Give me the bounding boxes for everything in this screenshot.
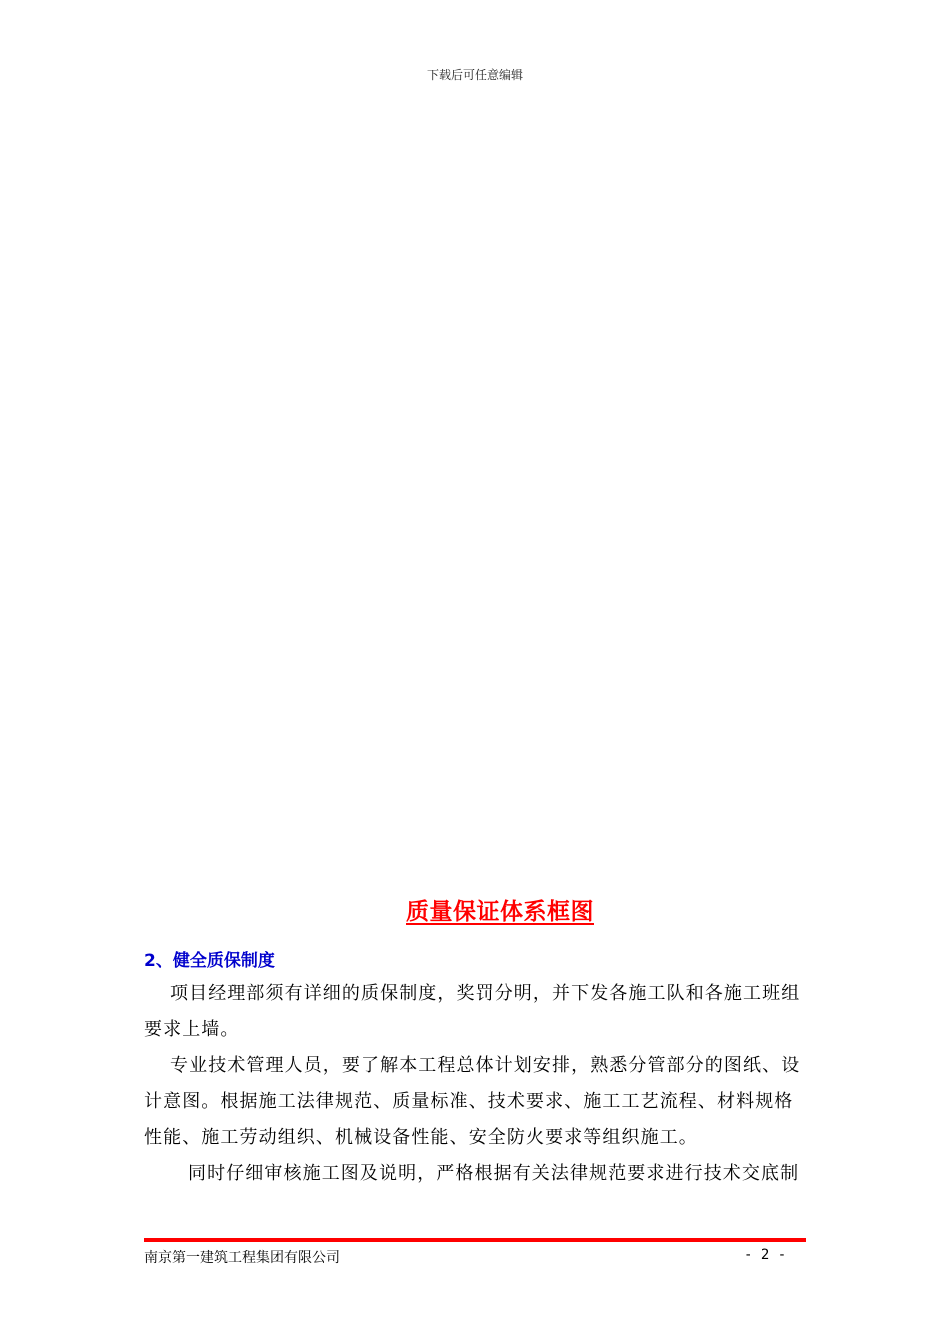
chart-title: 质量保证体系框图 <box>406 899 594 925</box>
page-number: - 2 - <box>744 1247 787 1263</box>
paragraph-line: 计意图。根据施工法律规范、质量标准、技术要求、施工工艺流程、材料规格 <box>144 1091 794 1112</box>
paragraph-line: 项目经理部须有详细的质保制度，奖罚分明，并下发各施工队和各施工班组 <box>170 983 801 1004</box>
footer-company-name: 南京第一建筑工程集团有限公司 <box>144 1250 340 1266</box>
footer-divider <box>144 1238 806 1242</box>
paragraph-line: 性能、施工劳动组织、机械设备性能、安全防火要求等组织施工。 <box>144 1127 698 1148</box>
paragraph-line: 要求上墙。 <box>144 1019 240 1040</box>
page-header-note: 下载后可任意编辑 <box>426 68 523 82</box>
paragraph-line: 同时仔细审核施工图及说明，严格根据有关法律规范要求进行技术交底制 <box>188 1163 800 1184</box>
section-heading: 2、健全质保制度 <box>144 951 275 971</box>
paragraph-line: 专业技术管理人员，要了解本工程总体计划安排，熟悉分管部分的图纸、设 <box>170 1055 801 1076</box>
